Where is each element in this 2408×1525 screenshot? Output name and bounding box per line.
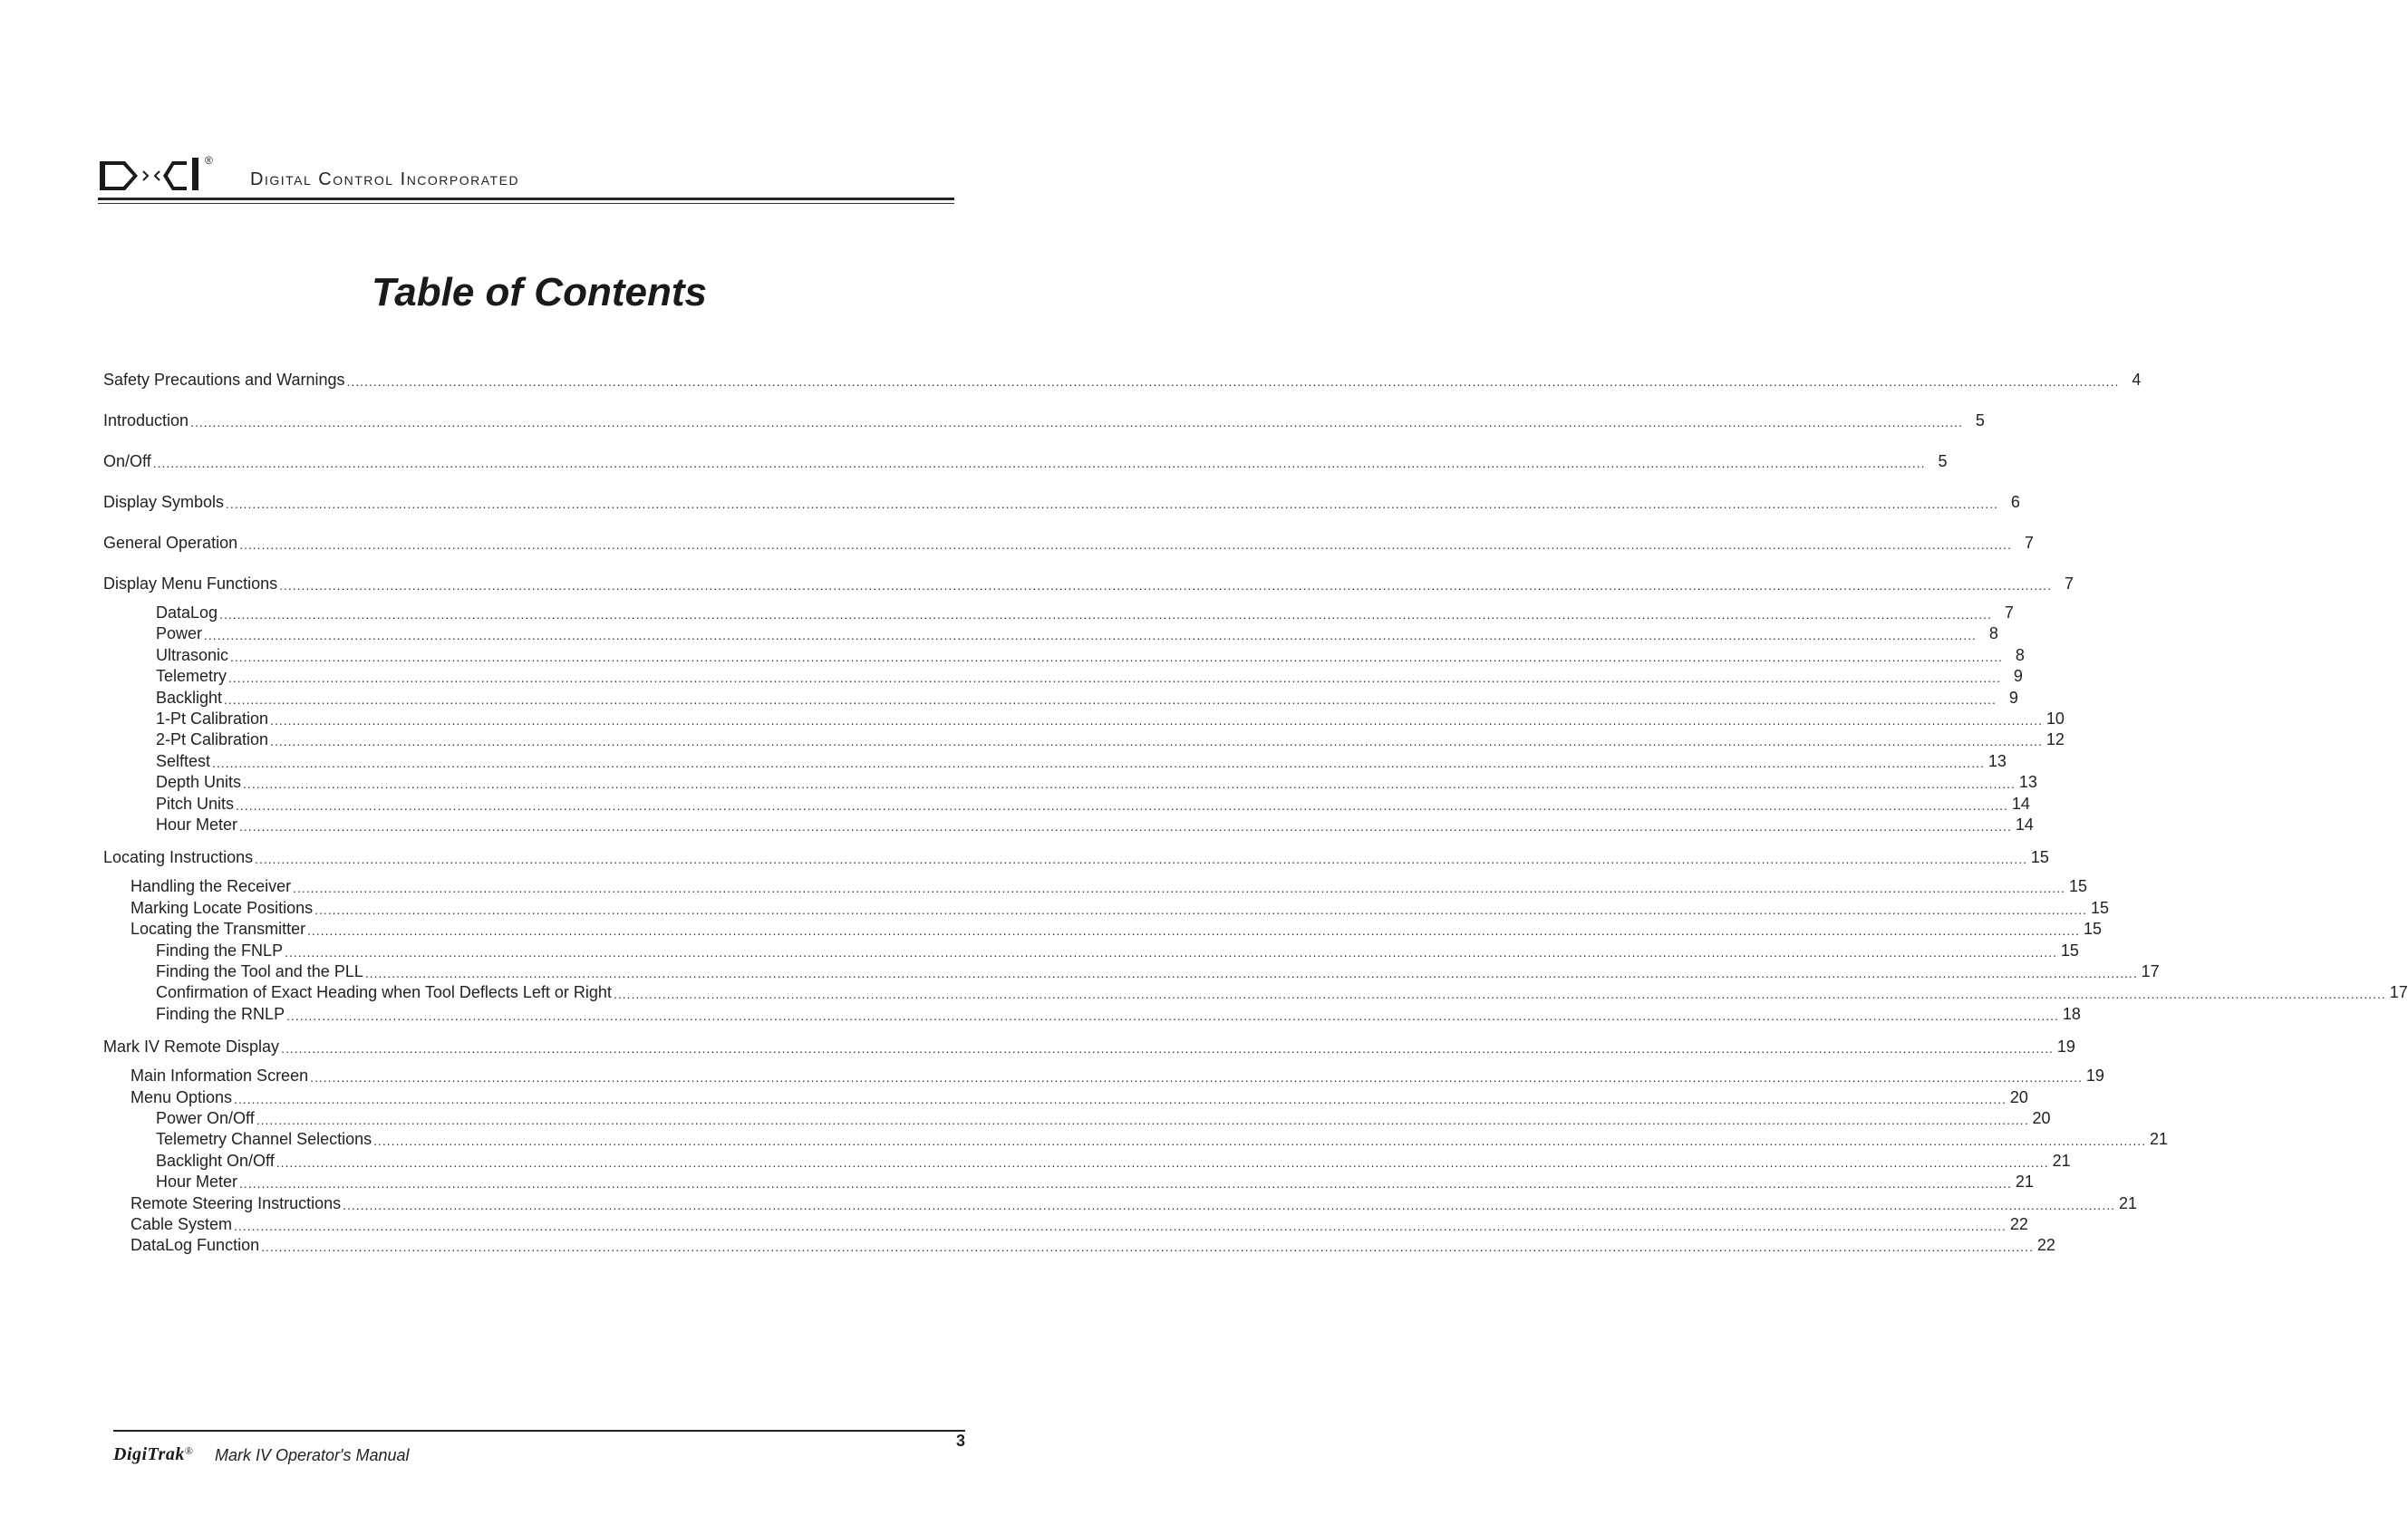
toc-entry-label: Backlight On/Off [156,1152,275,1170]
toc-leader-dots: ................................................................................................................................................................................................................................................................................................................................................................................................................ [255,852,2027,866]
brand-registered-mark: ® [184,1444,194,1457]
toc-leader-dots: ................................................................................................................................................................................................................................................................................................................................................................................................................ [310,1070,2083,1085]
toc-entry [156,688,2018,708]
toc-entry [103,533,2034,553]
toc-entry-page: 13 [2018,773,2037,791]
toc-entry-label: Telemetry [156,667,227,685]
toc-leader-dots: ................................................................................................................................................................................................................................................................................................................................................................................................................ [270,713,2043,728]
toc-entry-label: Menu Options [131,1088,233,1106]
toc-leader-dots: ................................................................................................................................................................................................................................................................................................................................................................................................................ [228,671,2001,685]
page-title: Table of Contents [372,270,707,314]
toc-leader-dots: ................................................................................................................................................................................................................................................................................................................................................................................................................ [226,497,1998,511]
toc-leader-dots: ................................................................................................................................................................................................................................................................................................................................................................................................................ [261,1240,2034,1254]
toc-entry-page: 7 [2004,603,2014,622]
toc-entry-page: 4 [2132,371,2142,389]
toc-entry-page: 17 [2141,962,2160,980]
toc-entry-label: Finding the Tool and the PLL [156,962,363,980]
toc-entry [103,410,1985,430]
toc-entry [156,794,2030,814]
toc-entry-label: Hour Meter [156,816,238,834]
toc-entry [156,709,2065,729]
toc-entry-page: 15 [2060,941,2079,960]
toc-entry-label: Main Information Screen [131,1067,309,1085]
toc-entry [103,847,2049,867]
toc-entry-page: 19 [2085,1067,2104,1085]
toc-entry-label: Telemetry Channel Selections [156,1130,372,1148]
toc-entry [103,492,2020,512]
toc-entry [131,876,2087,896]
toc-entry-page: 14 [2011,795,2030,813]
toc-leader-dots: ................................................................................................................................................................................................................................................................................................................................................................................................................ [364,966,2138,980]
toc-entry-page: 21 [2118,1194,2137,1212]
toc-leader-dots: ................................................................................................................................................................................................................................................................................................................................................................................................................ [276,1155,2049,1170]
toc-leader-dots: ................................................................................................................................................................................................................................................................................................................................................................................................................ [314,902,2087,917]
toc-entry-page: 7 [2064,574,2074,593]
toc-entry-page: 18 [2062,1005,2081,1023]
toc-entry-page: 6 [2010,493,2020,511]
toc-entry-label: Display Menu Functions [103,574,278,593]
toc-entry-page: 5 [1975,411,1985,430]
toc-entry-label: DataLog Function [131,1236,260,1254]
toc-entry-page: 8 [2015,646,2025,664]
toc-entry [156,645,2025,665]
toc-entry-label: Finding the FNLP [156,941,284,960]
toc-entry [156,1108,2051,1128]
page-number: 3 [956,1432,966,1450]
toc-leader-dots: ................................................................................................................................................................................................................................................................................................................................................................................................................ [256,1113,2029,1127]
toc-leader-dots: ................................................................................................................................................................................................................................................................................................................................................................................................................ [204,628,1977,642]
toc-entry-page: 22 [2036,1236,2055,1254]
toc-entry [131,1214,2028,1234]
toc-entry-label: Mark IV Remote Display [103,1038,280,1056]
toc-entry-page: 15 [2083,920,2102,938]
toc-leader-dots: ................................................................................................................................................................................................................................................................................................................................................................................................................ [212,756,1985,770]
toc-leader-dots: ................................................................................................................................................................................................................................................................................................................................................................................................................ [270,734,2043,748]
toc-entry-label: Pitch Units [156,795,235,813]
toc-entry-label: Safety Precautions and Warnings [103,371,345,389]
toc-entry [103,1037,2075,1057]
toc-entry-page: 9 [2013,667,2023,685]
page-footer [113,1424,970,1470]
toc-leader-dots: ................................................................................................................................................................................................................................................................................................................................................................................................................ [307,923,2080,938]
toc-entry-page: 22 [2009,1215,2028,1233]
toc-entry [156,1129,2168,1149]
toc-entry-page: 8 [1988,624,1998,642]
toc-leader-dots: ................................................................................................................................................................................................................................................................................................................................................................................................................ [239,537,2012,552]
company-name: Digital Control Incorporated [250,169,520,189]
digitrak-logo [113,1444,193,1465]
toc-entry-page: 13 [1987,752,2007,770]
toc-entry-page: 19 [2056,1038,2075,1056]
toc-leader-dots: ................................................................................................................................................................................................................................................................................................................................................................................................................ [239,819,2012,834]
toc-leader-dots: ................................................................................................................................................................................................................................................................................................................................................................................................................ [190,415,1963,430]
toc-entry-label: Display Symbols [103,493,225,511]
toc-entry [156,961,2160,981]
toc-leader-dots: ................................................................................................................................................................................................................................................................................................................................................................................................................ [343,1198,2115,1212]
toc-entry-label: Locating Instructions [103,848,254,866]
toc-entry-label: Handling the Receiver [131,877,292,895]
toc-leader-dots: ................................................................................................................................................................................................................................................................................................................................................................................................................ [613,987,2386,1001]
toc-entry-page: 7 [2024,534,2034,552]
toc-entry [156,1172,2034,1192]
toc-entry-label: Remote Steering Instructions [131,1194,342,1212]
toc-leader-dots: ................................................................................................................................................................................................................................................................................................................................................................................................................ [224,692,1997,707]
toc-entry-page: 21 [2015,1173,2034,1191]
toc-entry [131,1087,2028,1107]
toc-entry-label: Power On/Off [156,1109,255,1127]
toc-entry [131,1193,2137,1213]
toc-entry-page: 9 [2008,689,2018,707]
toc-entry-page: 12 [2045,730,2065,748]
toc-entry-label: Selftest [156,752,211,770]
footer-rule [113,1430,965,1432]
toc-leader-dots: ................................................................................................................................................................................................................................................................................................................................................................................................................ [373,1134,2146,1148]
toc-entry-label: Cable System [131,1215,233,1233]
toc-entry-label: Power [156,624,203,642]
registered-mark: ® [205,154,213,167]
toc-entry [156,666,2023,686]
toc-entry [156,815,2034,835]
toc-entry-label: General Operation [103,534,238,552]
toc-entry [156,1151,2071,1171]
toc-entry-label: 1-Pt Calibration [156,709,269,728]
toc-entry-page: 21 [2052,1152,2071,1170]
toc-entry [156,603,2014,623]
toc-entry-page: 15 [2068,877,2087,895]
toc-leader-dots: ................................................................................................................................................................................................................................................................................................................................................................................................................ [286,1009,2059,1023]
toc-entry [131,898,2109,918]
toc-entry-label: DataLog [156,603,218,622]
toc-entry [131,1066,2104,1086]
toc-entry-page: 17 [2389,983,2408,1001]
toc-entry-label: Ultrasonic [156,646,229,664]
toc-leader-dots: ................................................................................................................................................................................................................................................................................................................................................................................................................ [230,650,2003,664]
toc-entry-label: Hour Meter [156,1173,238,1191]
toc-entry-page: 15 [2030,848,2049,866]
toc-leader-dots: ................................................................................................................................................................................................................................................................................................................................................................................................................ [152,456,1926,470]
toc-leader-dots: ................................................................................................................................................................................................................................................................................................................................................................................................................ [285,945,2057,960]
toc-entry-page: 20 [2032,1109,2051,1127]
toc-entry-label: Finding the RNLP [156,1005,285,1023]
toc-entry-page: 5 [1938,452,1948,470]
toc-entry [103,451,1948,471]
toc-entry-label: Introduction [103,411,189,430]
manual-title: Mark IV Operator's Manual [215,1446,410,1464]
toc-entry-page: 21 [2149,1130,2168,1148]
toc-entry-page: 15 [2090,899,2109,917]
toc-leader-dots: ................................................................................................................................................................................................................................................................................................................................................................................................................ [219,607,1992,622]
toc-leader-dots: ................................................................................................................................................................................................................................................................................................................................................................................................................ [346,374,2120,389]
toc-leader-dots: ................................................................................................................................................................................................................................................................................................................................................................................................................ [279,578,2052,593]
toc-entry-page: 10 [2045,709,2065,728]
toc-entry [156,1004,2081,1024]
toc-entry [103,370,2142,390]
toc-entry [156,623,1998,643]
toc-leader-dots: ................................................................................................................................................................................................................................................................................................................................................................................................................ [281,1041,2054,1056]
toc-entry-label: Backlight [156,689,223,707]
toc-entry-label: 2-Pt Calibration [156,730,269,748]
toc-entry [156,941,2079,960]
toc-entry-label: On/Off [103,452,151,470]
toc-entry-page: 20 [2009,1088,2028,1106]
brand-name: DigiTrak [113,1444,185,1464]
toc-entry-page: 14 [2015,816,2034,834]
toc-entry [156,751,2007,771]
toc-leader-dots: ................................................................................................................................................................................................................................................................................................................................................................................................................ [293,881,2065,895]
toc-entry-label: Marking Locate Positions [131,899,314,917]
toc-entry [156,729,2065,749]
toc-entry [131,919,2102,939]
toc-entry-label: Confirmation of Exact Heading when Tool Deflects Left or Right [156,983,612,1001]
toc-leader-dots: ................................................................................................................................................................................................................................................................................................................................................................................................................ [243,777,2016,791]
toc-entry [156,772,2037,792]
toc-leader-dots: ................................................................................................................................................................................................................................................................................................................................................................................................................ [239,1176,2012,1191]
toc-leader-dots: ................................................................................................................................................................................................................................................................................................................................................................................................................ [234,1219,2007,1233]
toc-entry-label: Locating the Transmitter [131,920,306,938]
toc-entry [156,982,2408,1002]
toc-entry [131,1235,2055,1255]
toc-leader-dots: ................................................................................................................................................................................................................................................................................................................................................................................................................ [234,1092,2007,1106]
toc-entry-label: Depth Units [156,773,242,791]
toc-leader-dots: ................................................................................................................................................................................................................................................................................................................................................................................................................ [236,798,2008,813]
toc-entry [103,574,2074,594]
